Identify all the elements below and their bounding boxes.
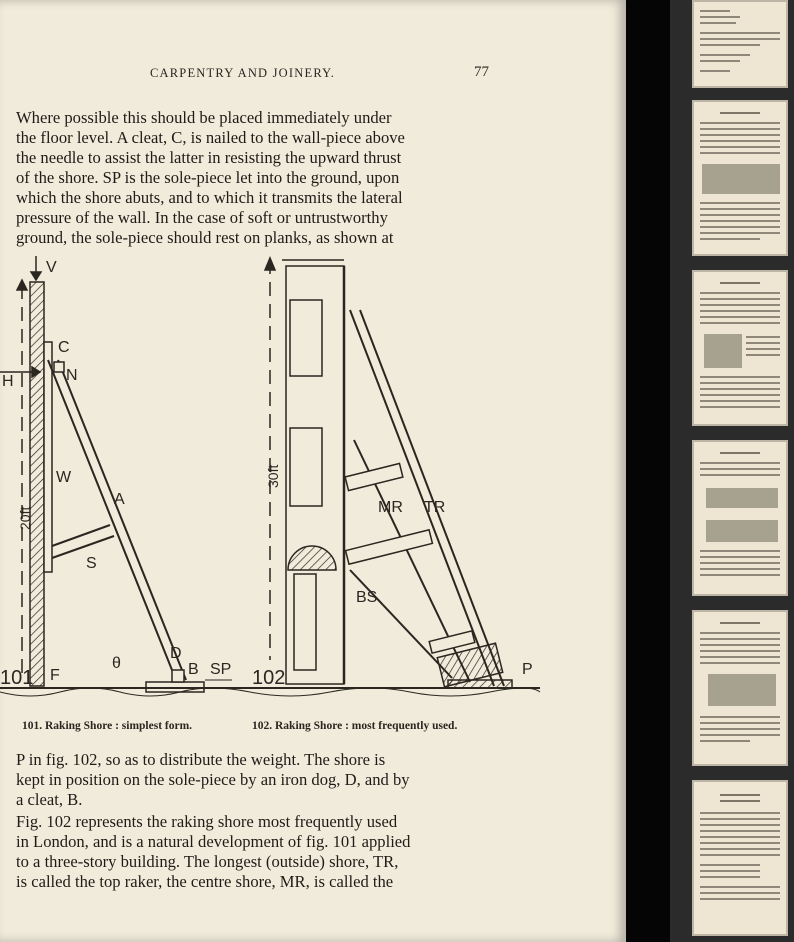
caption-fig-101: 101. Raking Shore : simplest form. bbox=[22, 720, 193, 732]
label-s: S bbox=[86, 555, 97, 572]
strut-s bbox=[52, 525, 110, 546]
label-v: V bbox=[46, 259, 57, 276]
figure-101 bbox=[0, 256, 250, 696]
label-tr: TR bbox=[424, 499, 446, 516]
label-d: D bbox=[170, 645, 182, 662]
bottom-shore bbox=[350, 570, 452, 678]
thumbnail-page-77[interactable] bbox=[692, 100, 788, 256]
page-number: 77 bbox=[474, 64, 489, 80]
label-20ft: 20ft bbox=[17, 506, 33, 530]
thumbnail-page-76[interactable] bbox=[692, 0, 788, 88]
label-30ft: 30ft bbox=[265, 464, 281, 488]
planks-p bbox=[448, 680, 512, 688]
text-line: Where possible this should be placed immediately under bbox=[16, 108, 392, 127]
label-angle: θ bbox=[112, 655, 121, 672]
needle bbox=[54, 362, 64, 372]
paragraph-1 bbox=[16, 108, 506, 248]
label-mr: MR bbox=[378, 499, 403, 516]
text-line: the floor level. A cleat, C, is nailed to the wall-piece above bbox=[16, 128, 405, 147]
label-sp: SP bbox=[210, 661, 232, 678]
paragraph-2 bbox=[16, 750, 506, 810]
label-w: W bbox=[56, 469, 72, 486]
paragraph-3 bbox=[16, 812, 506, 892]
label-bs: BS bbox=[356, 589, 378, 606]
label-a: A bbox=[114, 491, 125, 508]
text-line: P in fig. 102, so as to distribute the weight. The shore is bbox=[16, 750, 386, 769]
wall-piece bbox=[44, 342, 52, 572]
wall-section bbox=[30, 282, 44, 686]
label-c: C bbox=[58, 339, 70, 356]
text-line: ground, the sole-piece should rest on planks, as shown at bbox=[16, 228, 394, 247]
raking-shore bbox=[48, 360, 176, 680]
thumbnail-page-79[interactable] bbox=[692, 440, 788, 596]
text-line: is called the top raker, the centre shore, MR, is called the bbox=[16, 872, 394, 891]
label-fig101: 101 bbox=[0, 667, 34, 689]
thumbnail-page-78[interactable] bbox=[692, 270, 788, 426]
thumbnail-page-81[interactable] bbox=[692, 780, 788, 936]
text-line: pressure of the wall. In the case of soft or untrustworthy bbox=[16, 208, 388, 227]
thumbnail-page-80[interactable] bbox=[692, 610, 788, 766]
label-fig102: 102 bbox=[252, 667, 286, 689]
label-b: B bbox=[188, 661, 199, 678]
text-line: to a three-story building. The longest (outside) shore, TR, bbox=[16, 852, 399, 871]
text-line: of the shore. SP is the sole-piece let into the ground, upon bbox=[16, 168, 400, 187]
figure-102 bbox=[250, 258, 540, 696]
label-p: P bbox=[522, 661, 533, 678]
running-header: CARPENTRY AND JOINERY. bbox=[150, 66, 336, 80]
text-line: the needle to assist the latter in resisting the upward thrust bbox=[16, 148, 402, 167]
text-line: which the shore abuts, and to which it transmits the lateral bbox=[16, 188, 403, 207]
text-line: a cleat, B. bbox=[16, 790, 83, 809]
viewer-gutter bbox=[626, 0, 670, 942]
label-h: H bbox=[2, 373, 14, 390]
text-line: kept in position on the sole-piece by an iron dog, D, and by bbox=[16, 770, 410, 789]
caption-fig-102: 102. Raking Shore : most frequently used. bbox=[252, 720, 458, 732]
text-line: in London, and is a natural development of fig. 101 applied bbox=[16, 832, 411, 851]
label-n: N bbox=[66, 367, 78, 384]
top-raker bbox=[350, 310, 494, 686]
figure-raking-shores bbox=[0, 250, 626, 710]
text-line: Fig. 102 represents the raking shore most frequently used bbox=[16, 812, 398, 831]
label-f: F bbox=[50, 667, 60, 684]
